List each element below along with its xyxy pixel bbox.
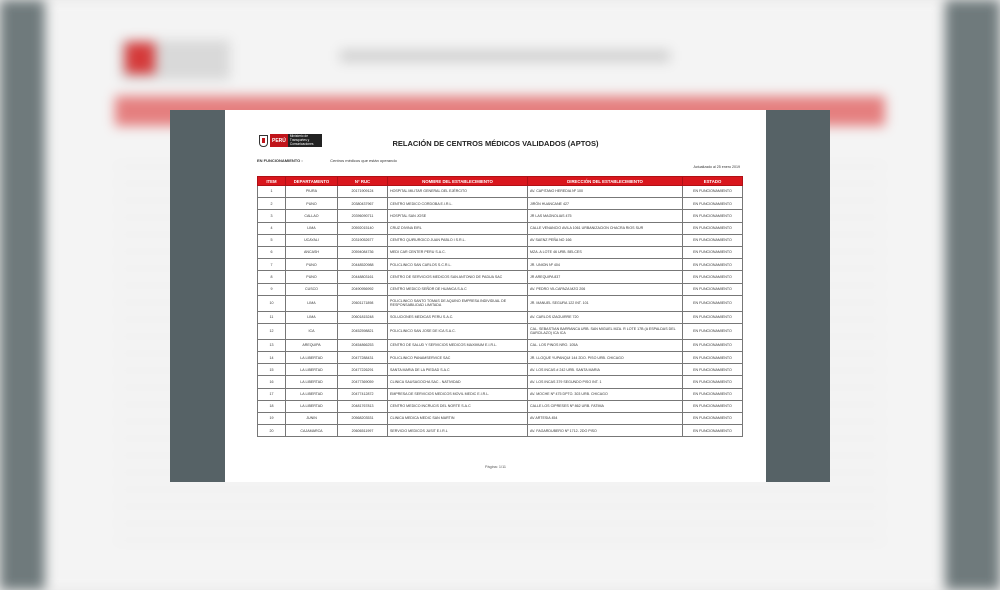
cell-status: EN FUNCIONAMIENTO: [683, 198, 743, 210]
cell-name: POLICLINICO SANTO TOMAS DE AQUINO EMPRESA INDIVIDUAL DE RESPONSABILIDAD LIMITADA: [388, 295, 528, 311]
cell-department: LIMA: [286, 295, 338, 311]
cell-item: 3: [258, 210, 286, 222]
cell-department: LA LIBERTAD: [286, 400, 338, 412]
cell-address: AV. PEDRO VILCAPAZA MZG 206: [528, 283, 683, 295]
cell-item: 12: [258, 323, 286, 339]
header-ruc: N° RUC: [338, 177, 388, 186]
cell-department: LIMA: [286, 222, 338, 234]
cell-item: 10: [258, 295, 286, 311]
cell-status: EN FUNCIONAMIENTO: [683, 352, 743, 364]
cell-address: JR. MANUEL SEGURA 122 INT. 101: [528, 295, 683, 311]
table-row: [258, 339, 743, 351]
table-row: [258, 198, 743, 210]
table-header-row: [258, 177, 743, 186]
table-row: [258, 388, 743, 400]
cell-status: EN FUNCIONAMIENTO: [683, 259, 743, 271]
cell-department: LA LIBERTAD: [286, 364, 338, 376]
cell-item: 9: [258, 283, 286, 295]
cell-item: 16: [258, 376, 286, 388]
cell-name: CENTRO QUIRURGICO JUAN PABLO I S.R.L.: [388, 234, 528, 246]
cell-address: AV. FAGARDUBERO Nº 1712- 2DO PISO: [528, 425, 683, 437]
cell-name: SERVICIO MEDICOS JUSIT E.I.R.L: [388, 425, 528, 437]
cell-name: POLICLINICO SAN CARLOS S.C.R.L.: [388, 259, 528, 271]
cell-status: EN FUNCIONAMIENTO: [683, 234, 743, 246]
cell-department: LA LIBERTAD: [286, 388, 338, 400]
cell-status: EN FUNCIONAMIENTO: [683, 364, 743, 376]
cell-status: EN FUNCIONAMIENTO: [683, 210, 743, 222]
cell-ruc: 20448803161: [338, 271, 388, 283]
cell-name: HOSPITAL SAN JOSE: [388, 210, 528, 222]
cell-status: EN FUNCIONAMIENTO: [683, 425, 743, 437]
cell-status: EN FUNCIONAMIENTO: [683, 323, 743, 339]
cell-department: PUNO: [286, 271, 338, 283]
cell-name: CLINICA MEDICA MEDIC SAN MARTIN: [388, 413, 528, 425]
cell-ruc: 20477369059: [338, 376, 388, 388]
cell-name: CRUZ DIVINA EIRL: [388, 222, 528, 234]
cell-item: 6: [258, 246, 286, 258]
table-row: [258, 283, 743, 295]
cell-ruc: 20601171898: [338, 295, 388, 311]
cell-department: CAJAMARCA: [286, 425, 338, 437]
table-row: [258, 222, 743, 234]
cell-name: MEDI CAR CENTER PERU S.A.C.: [388, 246, 528, 258]
table-body: [258, 186, 743, 437]
cell-status: EN FUNCIONAMIENTO: [683, 413, 743, 425]
cell-department: CUSCO: [286, 283, 338, 295]
cell-address: MZA. A LOTE 46 URB. BELCES: [528, 246, 683, 258]
status-description: Centros médicos que están operando: [330, 158, 397, 163]
cell-name: CLINICA SAUSAGOCHA SAC - NATIVIDAD: [388, 376, 528, 388]
cell-department: ICA: [286, 323, 338, 339]
medical-centers-table: [257, 176, 743, 437]
cell-address: JIRÓN HUANCANE 427: [528, 198, 683, 210]
cell-item: 1: [258, 186, 286, 198]
cell-status: EN FUNCIONAMIENTO: [683, 271, 743, 283]
cell-department: LIMA: [286, 311, 338, 323]
cell-item: 7: [258, 259, 286, 271]
cell-department: PUNO: [286, 259, 338, 271]
table-row: [258, 295, 743, 311]
cell-address: JR. UNION Nº 404: [528, 259, 683, 271]
cell-department: LA LIBERTAD: [286, 352, 338, 364]
cell-status: EN FUNCIONAMIENTO: [683, 222, 743, 234]
cell-address: JR AREQUIPA 837: [528, 271, 683, 283]
cell-ruc: 20454866253: [338, 339, 388, 351]
cell-ruc: 20171909124: [338, 186, 388, 198]
cell-status: EN FUNCIONAMIENTO: [683, 339, 743, 351]
cell-name: SOLUCIONES MEDICAS PERU S.A.C.: [388, 311, 528, 323]
document-frame: [170, 110, 830, 482]
table-row: [258, 364, 743, 376]
cell-department: JUNIN: [286, 413, 338, 425]
cell-address: CAL. SEBASTIAN BARRANCA URB. SAN MIGUEL MZA. R LOTE 17B (A ESPALDAS DEL GARCILAZO) ICA ICA: [528, 323, 683, 339]
table-row: [258, 400, 743, 412]
cell-department: AREQUIPA: [286, 339, 338, 351]
cell-status: EN FUNCIONAMIENTO: [683, 186, 743, 198]
status-label: EN FUNCIONAMIENTO :: [257, 158, 303, 163]
table-row: [258, 210, 743, 222]
table-row: [258, 376, 743, 388]
table-row: [258, 352, 743, 364]
cell-item: 20: [258, 425, 286, 437]
cell-name: CENTRO MEDICO INCRUCIS DEL NORTE S.A.C: [388, 400, 528, 412]
cell-department: UCAYALI: [286, 234, 338, 246]
cell-address: JR LAS MAGNOLIAS 475: [528, 210, 683, 222]
cell-item: 17: [258, 388, 286, 400]
table-row: [258, 413, 743, 425]
document-page: [225, 110, 766, 482]
cell-address: AV. CARLOS IZAGUIRRE 720: [528, 311, 683, 323]
cell-name: SANTA MARIA DE LA PIEDAD S.A.C: [388, 364, 528, 376]
cell-address: AV. LOS INCAS 379 SEGUNDO PISO INT. 1: [528, 376, 683, 388]
header-address: DIRECCIÓN DEL ESTABLECIMIENTO: [528, 177, 683, 186]
cell-address: AV. LOS INCAS # 242 URB. SANTA MARIA: [528, 364, 683, 376]
cell-status: EN FUNCIONAMIENTO: [683, 376, 743, 388]
cell-ruc: 20477288431: [338, 352, 388, 364]
cell-address: JR. LLOQUE YUPANQUI 144 2DO. PISO URB. CHICAGO: [528, 352, 683, 364]
cell-item: 11: [258, 311, 286, 323]
cell-ruc: 20481767813: [338, 400, 388, 412]
cell-item: 15: [258, 364, 286, 376]
cell-ruc: 20490956992: [338, 283, 388, 295]
status-legend: [257, 158, 397, 163]
cell-name: HOSPITAL MILITAR GENERAL DEL EJÉRCITO: [388, 186, 528, 198]
cell-department: ANCASH: [286, 246, 338, 258]
cell-name: CENTRO MEDICO CORDOBA E.I.R.L.: [388, 198, 528, 210]
cell-name: EMPRESA DE SERVICIOS MEDICOS MOVIL MEDIC E.I.R.L.: [388, 388, 528, 400]
table-row: [258, 425, 743, 437]
cell-item: 5: [258, 234, 286, 246]
header-item: ITEM: [258, 177, 286, 186]
cell-name: CENTRO DE SERVICIOS MEDICOS SAN ANTONIO DE PADUA SAC: [388, 271, 528, 283]
cell-address: AV. CAPITANO HEREDIA Nº 100: [528, 186, 683, 198]
page-number: Página: 1/11: [484, 465, 507, 469]
table-row: [258, 323, 743, 339]
cell-name: CENTRO DE SALUD Y SERVICIOS MEDICOS MAXIMUM E.I.R.L.: [388, 339, 528, 351]
cell-item: 8: [258, 271, 286, 283]
cell-status: EN FUNCIONAMIENTO: [683, 311, 743, 323]
cell-name: CENTRO MEDICO SEÑOR DE HUANCA S.A.C: [388, 283, 528, 295]
header-department: DEPARTAMENTO: [286, 177, 338, 186]
cell-ruc: 20601815248: [338, 311, 388, 323]
cell-ruc: 20477412872: [338, 388, 388, 400]
table-row: [258, 234, 743, 246]
cell-ruc: 20380437967: [338, 198, 388, 210]
cell-address: AV SAENZ PEÑA NO 166: [528, 234, 683, 246]
cell-ruc: 20606511997: [338, 425, 388, 437]
cell-ruc: 20319052677: [338, 234, 388, 246]
cell-ruc: 20477226291: [338, 364, 388, 376]
cell-name: POLICLINICO PANAMSERVICE SAC: [388, 352, 528, 364]
cell-address: AV ARTESIA 454: [528, 413, 683, 425]
cell-item: 4: [258, 222, 286, 234]
cell-item: 19: [258, 413, 286, 425]
cell-address: CALLE LOS CIPRESES Nº 862 URB. FATIMA: [528, 400, 683, 412]
header-name: NOMBRE DEL ESTABLECIMIENTO: [388, 177, 528, 186]
cell-ruc: 20452598821: [338, 323, 388, 339]
cell-item: 18: [258, 400, 286, 412]
cell-item: 13: [258, 339, 286, 351]
cell-status: EN FUNCIONAMIENTO: [683, 388, 743, 400]
cell-ruc: 20594084736: [338, 246, 388, 258]
cell-ruc: 20568203531: [338, 413, 388, 425]
header-status: ESTADO: [683, 177, 743, 186]
table-row: [258, 311, 743, 323]
table-row: [258, 186, 743, 198]
cell-department: LA LIBERTAD: [286, 376, 338, 388]
table-row: [258, 259, 743, 271]
cell-department: PUNO: [286, 198, 338, 210]
cell-status: EN FUNCIONAMIENTO: [683, 246, 743, 258]
logo-country: PERÚ: [270, 134, 288, 147]
cell-ruc: 20396090711: [338, 210, 388, 222]
cell-ruc: 20448520988: [338, 259, 388, 271]
table-row: [258, 271, 743, 283]
updated-date: Actualizado al 25 enero 2019: [693, 165, 740, 169]
cell-item: 2: [258, 198, 286, 210]
cell-address: CALLE VENANCIO AVILA 1061 URBANIZACION CHACRA RIOS SUR: [528, 222, 683, 234]
cell-item: 14: [258, 352, 286, 364]
cell-status: EN FUNCIONAMIENTO: [683, 295, 743, 311]
cell-department: PIURA: [286, 186, 338, 198]
cell-ruc: 20592015140: [338, 222, 388, 234]
logo-ministry: Ministerio de Transportes y Comunicaciones: [288, 134, 322, 147]
cell-name: POLICLINICO SAN JOSE DE ICA S.A.C.: [388, 323, 528, 339]
table-row: [258, 246, 743, 258]
cell-address: AV. MOCHE Nº 475 DPTO. 303 URB. CHICAGO: [528, 388, 683, 400]
cell-department: CALLAO: [286, 210, 338, 222]
cell-status: EN FUNCIONAMIENTO: [683, 400, 743, 412]
cell-address: CAL. LOS PINOS NRO. 105A: [528, 339, 683, 351]
cell-status: EN FUNCIONAMIENTO: [683, 283, 743, 295]
document-title: RELACIÓN DE CENTROS MÉDICOS VALIDADOS (APTOS): [392, 139, 599, 148]
